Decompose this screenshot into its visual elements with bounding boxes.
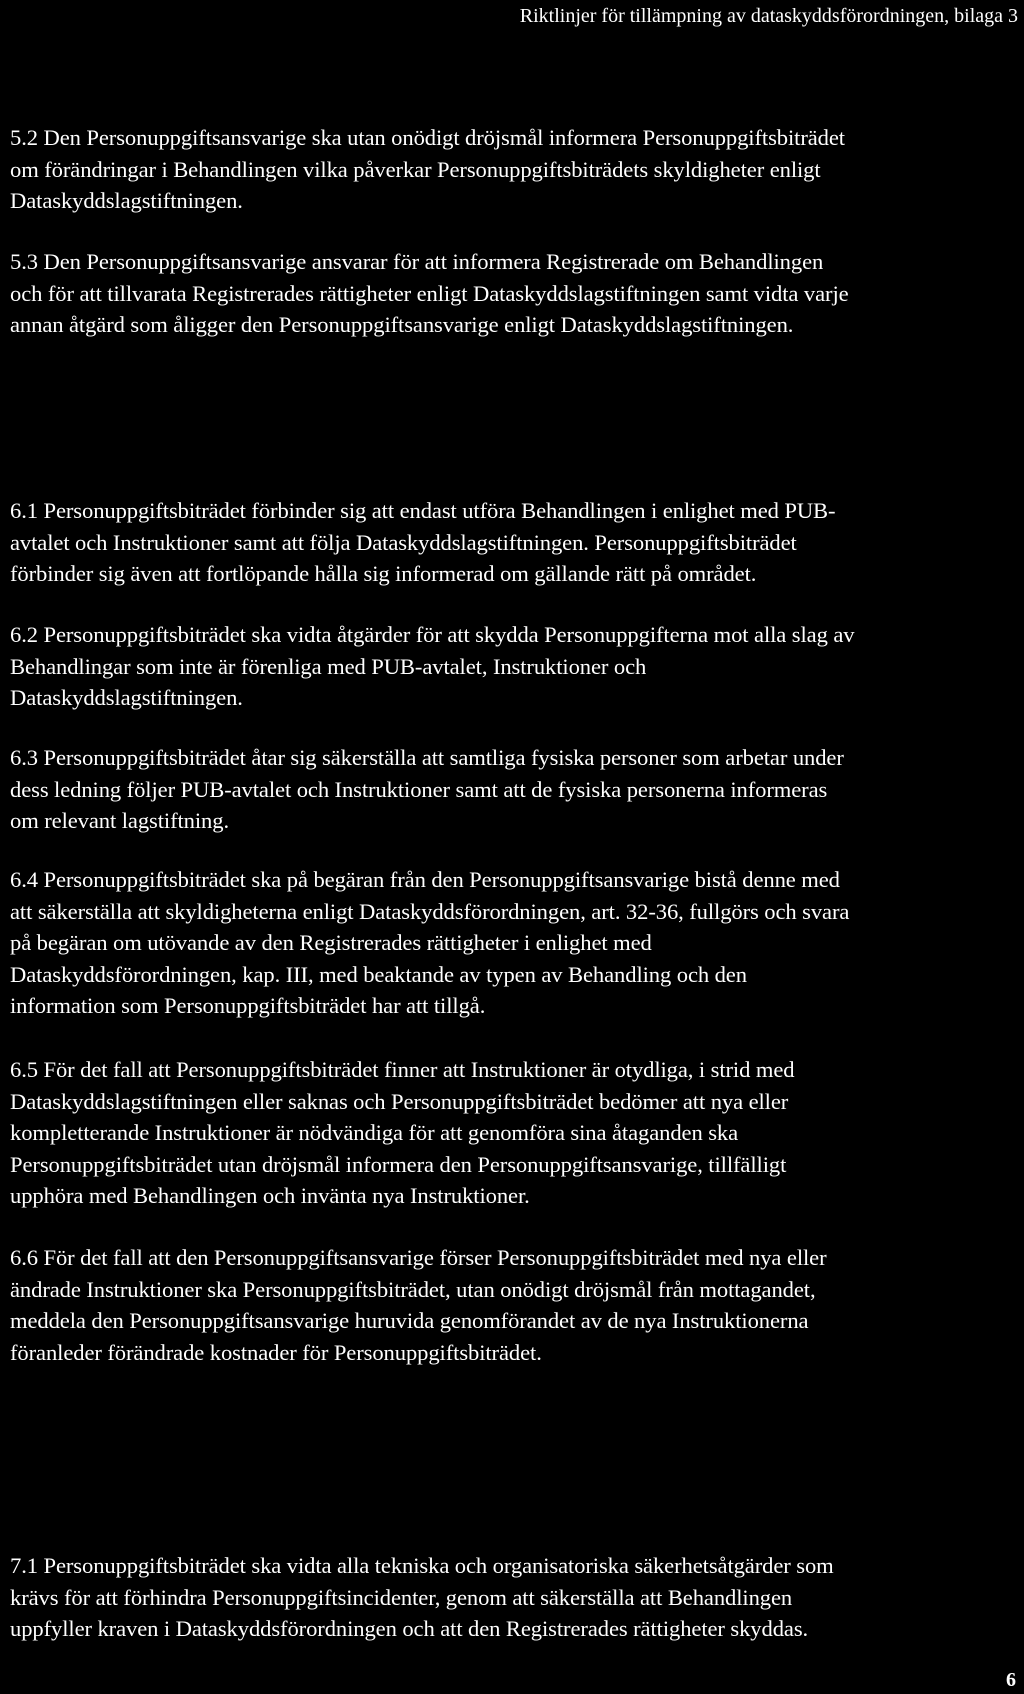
page-number: 6 [1006, 1669, 1016, 1691]
paragraph-line: krävs för att förhindra Personuppgiftsincidenter, genom att säkerställa att Behandlingen [10, 1584, 793, 1610]
paragraph-line: Dataskyddslagstiftningen eller saknas och Personuppgiftsbiträdet bedömer att nya eller [10, 1088, 789, 1114]
paragraph-line: Personuppgiftsbiträdet utan dröjsmål informera den Personuppgiftsansvarige, tillfälligt [10, 1151, 787, 1177]
paragraph-line: 7.1 Personuppgiftsbiträdet ska vidta alla tekniska och organisatoriska säkerhetsåtgärder som [10, 1553, 834, 1578]
paragraph-line: uppfyller kraven i Dataskyddsförordningen och att den Registrerades rättigheter skyddas. [10, 1616, 809, 1642]
paragraph-line: 6.3 Personuppgiftsbiträdet åtar sig säkerställa att samtliga fysiska personer som arbetar under [10, 745, 844, 770]
paragraph-6-1 [10, 495, 1022, 590]
paragraph-line: 6.2 Personuppgiftsbiträdet ska vidta åtgärder för att skydda Personuppgifterna mot alla slag av [10, 622, 855, 647]
paragraph-5-3 [10, 246, 1022, 341]
paragraph-line: avtalet och Instruktioner samt att följa Dataskyddslagstiftningen. Personuppgiftsbiträdet [10, 529, 797, 555]
paragraph-line: 6.6 För det fall att den Personuppgiftsansvarige förser Personuppgiftsbiträdet med nya eller [10, 1245, 827, 1270]
paragraph-6-5 [10, 1054, 1022, 1212]
paragraph-6-3 [10, 742, 1022, 837]
paragraph-line: 6.4 Personuppgiftsbiträdet ska på begäran från den Personuppgiftsansvarige bistå denne med [10, 867, 840, 892]
paragraph-line: ändrade Instruktioner ska Personuppgiftsbiträdet, utan onödigt dröjsmål från mottagandet, [10, 1276, 816, 1302]
paragraph-6-2 [10, 619, 1022, 714]
paragraph-line: annan åtgärd som åligger den Personuppgiftsansvarige enligt Dataskyddslagstiftningen. [10, 312, 794, 338]
paragraph-line: Dataskyddslagstiftningen. [10, 188, 243, 214]
paragraph-line: Dataskyddsförordningen, kap. III, med beaktande av typen av Behandling och den [10, 961, 747, 987]
paragraph-line: 6.1 Personuppgiftsbiträdet förbinder sig att endast utföra Behandlingen i enlighet med PUB- [10, 498, 836, 523]
paragraph-line: meddela den Personuppgiftsansvarige huruvida genomförandet av de nya Instruktionerna [10, 1308, 809, 1334]
paragraph-line: förbinder sig även att fortlöpande hålla sig informerad om gällande rätt på området. [10, 561, 757, 587]
paragraph-line: 5.3 Den Personuppgiftsansvarige ansvarar för att informera Registrerade om Behandlingen [10, 249, 824, 274]
paragraph-line: och för att tillvarata Registrerades rättigheter enligt Dataskyddslagstiftningen samt vidta varje [10, 280, 849, 306]
paragraph-6-4 [10, 864, 1022, 1022]
paragraph-line: om relevant lagstiftning. [10, 808, 229, 834]
paragraph-line: 5.2 Den Personuppgiftsansvarige ska utan onödigt dröjsmål informera Personuppgiftsbiträdet [10, 125, 845, 150]
paragraph-line: Behandlingar som inte är förenliga med PUB-avtalet, Instruktioner och [10, 653, 647, 679]
paragraph-line: att säkerställa att skyldigheterna enligt Dataskyddsförordningen, art. 32-36, fullgörs och svara [10, 898, 850, 924]
paragraph-line: 6.5 För det fall att Personuppgiftsbiträdet finner att Instruktioner är otydliga, i strid med [10, 1057, 795, 1082]
paragraph-7-1 [10, 1550, 1022, 1645]
paragraph-line: dess ledning följer PUB-avtalet och Instruktioner samt att de fysiska personerna informeras [10, 776, 828, 802]
paragraph-line: kompletterande Instruktioner är nödvändiga för att genomföra sina åtaganden ska [10, 1120, 739, 1146]
paragraph-line: om förändringar i Behandlingen vilka påverkar Personuppgiftsbiträdets skyldigheter enligt [10, 156, 821, 182]
paragraph-line: information som Personuppgiftsbiträdet har att tillgå. [10, 993, 486, 1019]
paragraph-6-6 [10, 1242, 1022, 1368]
running-header: Riktlinjer för tillämpning av dataskyddsförordningen, bilaga 3 [519, 5, 1018, 27]
paragraph-line: föranleder förändrade kostnader för Personuppgiftsbiträdet. [10, 1339, 542, 1365]
paragraph-line: Dataskyddslagstiftningen. [10, 685, 243, 711]
paragraph-line: på begäran om utövande av den Registrerades rättigheter i enlighet med [10, 930, 652, 956]
paragraph-line: upphöra med Behandlingen och invänta nya Instruktioner. [10, 1183, 530, 1209]
paragraph-5-2 [10, 122, 1022, 217]
